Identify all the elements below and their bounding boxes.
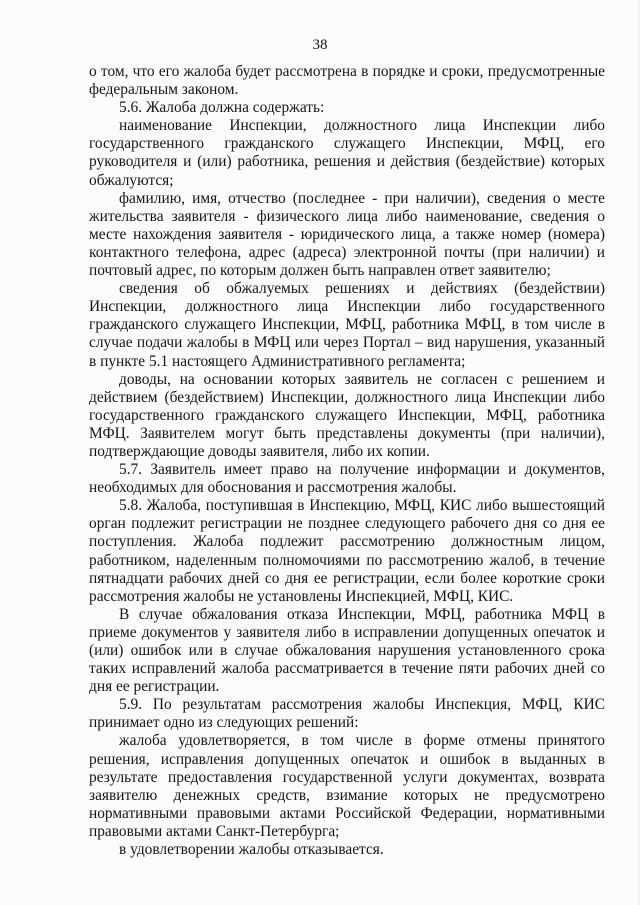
paragraph-complaint-satisfied: жалоба удовлетворяется, в том числе в форме отмены принятого решения, исправления допущенных опечаток и ошибок в выданных в результате предоставления государственной услуги документах, возврата заявителю денежных средств, взимание которых не предусмотрено нормативными правовыми актами Российской Федерации, нормативными правовыми актами Санкт-Петербурга; [89, 732, 605, 840]
paragraph-5-9: 5.9. По результатам рассмотрения жалобы Инспекция, МФЦ, КИС принимает одно из следующих решений: [89, 696, 605, 732]
page-number: 38 [312, 37, 328, 53]
document-body [89, 63, 605, 859]
paragraph-appealed-decisions: сведения об обжалуемых решениях и действиях (бездействии) Инспекции, должностного лица Инспекции либо государственного гражданского служащего Инспекции, МФЦ, работника МФЦ, в том числе в случае подачи жалобы в МФЦ или через Портал – вид нарушения, указанный в пункте 5.1 настоящего Административного регламента; [89, 280, 605, 370]
paragraph-5-7: 5.7. Заявитель имеет право на получение информации и документов, необходимых для обоснования и рассмотрения жалобы. [89, 461, 605, 497]
paragraph-continuation: о том, что его жалоба будет рассмотрена в порядке и сроки, предусмотренные федеральным законом. [89, 63, 605, 99]
paragraph-5-8: 5.8. Жалоба, поступившая в Инспекцию, МФЦ, КИС либо вышестоящий орган подлежит регистрации не позднее следующего рабочего дня со дня ее поступления. Жалоба подлежит рассмотрению должностным лицом, работником, наделенным полномочиями по рассмотрению жалоб, в течение пятнадцати рабочих дней со дня ее регистрации, если более короткие сроки рассмотрения жалобы не установлены Инспекцией, МФЦ, КИС. [89, 497, 605, 605]
paragraph-refusal-appeal: В случае обжалования отказа Инспекции, МФЦ, работника МФЦ в приеме документов у заявителя либо в исправлении допущенных опечаток и (или) ошибок или в случае обжалования нарушения установленного срока таких исправлений жалоба рассматривается в течение пяти рабочих дней со дня ее регистрации. [89, 605, 605, 696]
paragraph-5-6-heading: 5.6. Жалоба должна содержать: [119, 99, 325, 117]
paragraph-complaint-rejected: в удовлетворении жалобы отказывается. [119, 841, 384, 859]
paragraph-applicant-details: фамилию, имя, отчество (последнее - при наличии), сведения о месте жительства заявителя - физического лица либо наименование, сведения о месте нахождения заявителя - юридического лица, а также номер (номера) контактного телефона, адрес (адреса) электронной почты (при наличии) и почтовый адрес, по которым должен быть направлен ответ заявителю; [89, 189, 605, 280]
paragraph-arguments: доводы, на основании которых заявитель не согласен с решением и действием (бездействием) Инспекции, должностного лица Инспекции либо государственного гражданского служащего Инспекции, МФЦ, работника МФЦ. Заявителем могут быть представлены документы (при наличии), подтверждающие доводы заявителя, либо их копии. [89, 370, 605, 460]
paragraph-complaint-subject: наименование Инспекции, должностного лица Инспекции либо государственного гражданского служащего Инспекции, МФЦ, его руководителя и (или) работника, решения и действия (бездействие) которых обжалуются; [89, 117, 605, 189]
